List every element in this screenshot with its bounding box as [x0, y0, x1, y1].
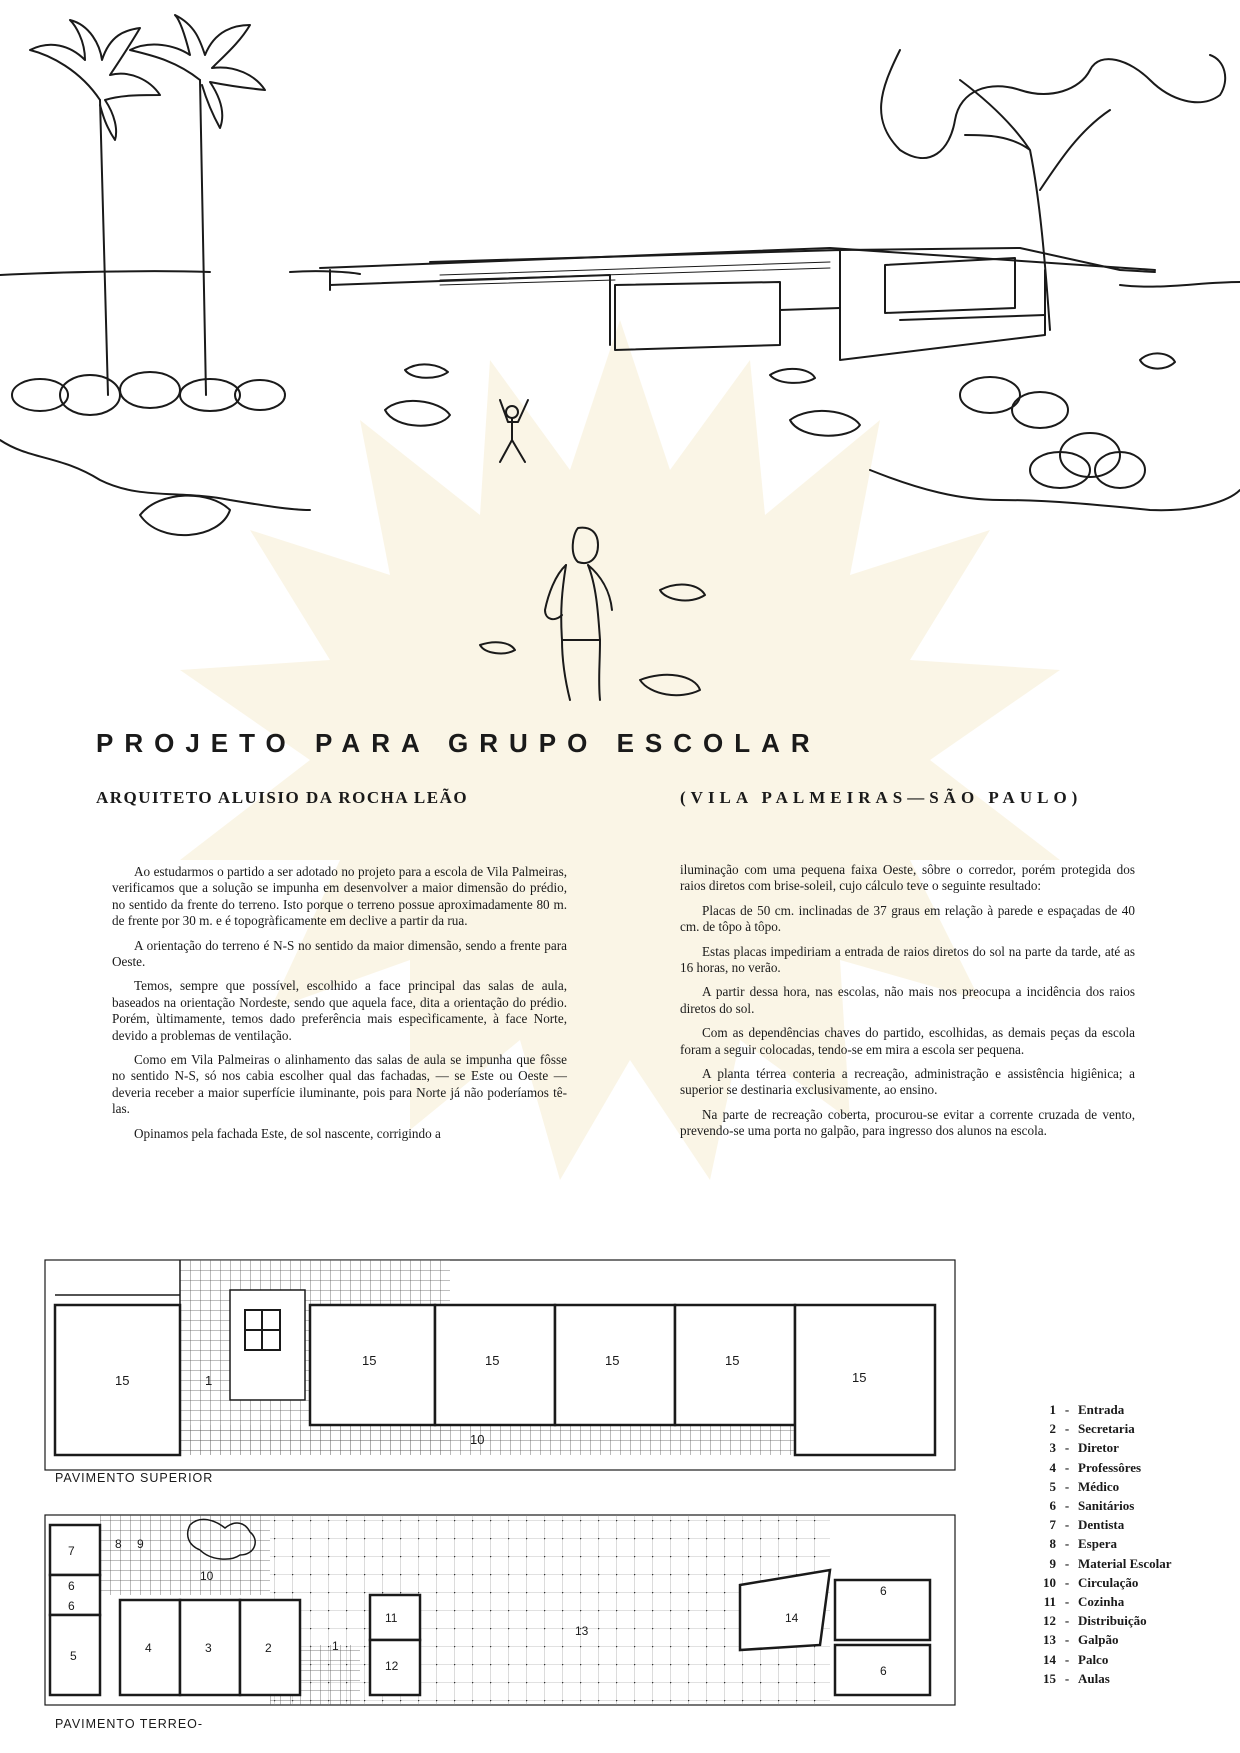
legend-label: Circulação: [1078, 1574, 1139, 1590]
room-label: 8: [115, 1537, 122, 1551]
ground-floor-plan: [45, 1515, 955, 1705]
room-label: 10: [200, 1569, 214, 1583]
paragraph: Estas placas impediriam a entrada de raios diretos do sol na parte da tarde, até as 16 horas, no verão.: [680, 943, 1135, 976]
legend-label: Palco: [1078, 1651, 1109, 1667]
paragraph: Com as dependências chaves do partido, escolhidas, as demais peças da escola foram a seguir colocadas, tendo-se em mira a escola ser pequena.: [680, 1025, 1135, 1057]
room-label: 1: [205, 1373, 213, 1388]
legend-number: 13: [1043, 1632, 1056, 1648]
room-legend: [1030, 1400, 1230, 1688]
room-label: 15: [852, 1370, 867, 1385]
tree-right: [881, 50, 1225, 330]
child-figure-near: [545, 528, 612, 700]
room-label: 15: [725, 1353, 740, 1368]
legend-label: Médico: [1078, 1478, 1120, 1494]
ground-curve-right: [870, 470, 1240, 510]
legend-number: 4: [1049, 1459, 1056, 1475]
paragraph: Opinamos pela fachada Este, de sol nascente, corrigindo a: [134, 1125, 441, 1141]
paragraph: Como em Vila Palmeiras o alinhamento das salas de aula se impunha que fôsse no sentido N-S, só nos cabia escolher qual das fachadas, — se Este ou Oeste — deveria receber a maior superfície iluminante, pois para Norte já não poderíamos tê-las.: [112, 1052, 567, 1117]
legend-number: 2: [1049, 1421, 1056, 1437]
room-label: 11: [385, 1611, 398, 1625]
legend-number: 10: [1043, 1574, 1056, 1590]
room-label: 6: [68, 1579, 75, 1593]
legend-label: Sanitários: [1078, 1498, 1135, 1514]
legend-label: Diretor: [1078, 1440, 1119, 1456]
floor-plans: [40, 1250, 960, 1750]
legend-item: 3 - Diretor: [1030, 1438, 1230, 1457]
room-label: 5: [70, 1649, 77, 1663]
bushes-left: [12, 372, 285, 415]
legend-number: 11: [1043, 1594, 1056, 1610]
paragraph: A planta térrea conteria a recreação, administração e assistência higiênica; a superior se destinaria exclusivamente, ao ensino.: [680, 1066, 1135, 1098]
legend-number: 9: [1049, 1555, 1056, 1571]
legend-number: 8: [1049, 1536, 1056, 1552]
legend-item: 8 - Espera: [1030, 1534, 1230, 1553]
location-subtitle: (VILA PALMEIRAS—SÃO PAULO): [680, 788, 1083, 807]
legend-item: 6 - Sanitários: [1030, 1496, 1230, 1515]
paragraph: Na parte de recreação coberta, procurou-se evitar a corrente cruzada de vento, prevendo-se uma porta no galpão, para ingresso dos alunos na escola.: [680, 1106, 1135, 1139]
room-label: 6: [68, 1599, 75, 1613]
legend-label: Entrada: [1078, 1402, 1125, 1417]
room-label: 7: [68, 1544, 75, 1558]
legend-item: 4 - Professôres: [1030, 1458, 1230, 1477]
paragraph: Placas de 50 cm. inclinadas de 37 graus em relação à parede e espaçadas de 40 cm. de tôpo à tôpo.: [680, 902, 1135, 935]
ground-floor-label: PAVIMENTO TERREO-: [55, 1717, 204, 1731]
paragraph: A partir dessa hora, nas escolas, não mais nos preocupa a incidência dos raios diretos do sol.: [680, 984, 1135, 1016]
legend-number: 7: [1049, 1517, 1056, 1533]
page-title: PROJETO PARA GRUPO ESCOLAR: [96, 728, 821, 758]
legend-label: Distribuição: [1078, 1613, 1147, 1629]
legend-label: Galpão: [1078, 1632, 1119, 1648]
room-label: 13: [575, 1624, 589, 1638]
legend-number: 6: [1049, 1498, 1056, 1514]
room-label: 10: [470, 1432, 485, 1447]
palm-tree-right: [130, 15, 265, 395]
legend-number: 5: [1049, 1478, 1056, 1494]
legend-item: 7 - Dentista: [1030, 1515, 1230, 1534]
upper-floor-label: PAVIMENTO SUPERIOR: [55, 1471, 214, 1485]
room-label: 2: [265, 1641, 272, 1655]
legend-label: Cozinha: [1078, 1594, 1125, 1610]
legend-item: 12 - Distribuição: [1030, 1611, 1230, 1630]
room-label: 12: [385, 1659, 399, 1673]
legend-label: Espera: [1078, 1536, 1117, 1552]
paragraph: A orientação do terreno é N-S no sentido da maior dimensão, sendo a frente para Oeste.: [112, 937, 567, 970]
legend-label: Secretaria: [1078, 1421, 1135, 1437]
room-label: 1: [332, 1639, 339, 1653]
legend-label: Material Escolar: [1078, 1555, 1172, 1571]
legend-label: Aulas: [1078, 1670, 1110, 1686]
legend-item: 14 - Palco: [1030, 1650, 1230, 1669]
legend-item: 13 - Galpão: [1030, 1630, 1230, 1649]
paragraph: iluminação com uma pequena faixa Oeste, sôbre o corredor, porém protegida dos raios diretos com brise-soleil, cujo cálculo teve o seguinte resultado:: [680, 862, 1135, 894]
bushes-right: [960, 377, 1145, 488]
paragraph: Ao estudarmos o partido a ser adotado no projeto para a escola de Vila Palmeiras, verificamos que a solução se impunha em desenvolver a maior dimensão do prédio, no sentido da frente do terreno. Isto porque o terreno possue aproximadamente 80 m. de frente por 30 m. e é topogràficamente em declive a partir da rua.: [112, 864, 567, 929]
room-label: 15: [115, 1373, 130, 1388]
room-label: 15: [362, 1353, 377, 1368]
rocks: [140, 353, 1175, 695]
palm-tree-left: [30, 20, 160, 395]
room-label: 14: [785, 1611, 799, 1625]
legend-number: 12: [1043, 1613, 1056, 1629]
ground-curve-left: [0, 440, 310, 510]
architect-credit: ARQUITETO ALUISIO DA ROCHA LEÃO: [96, 788, 469, 807]
legend-item: 15 - Aulas: [1030, 1669, 1230, 1688]
paragraph: Temos, sempre que possível, escolhido a face principal das salas de aula, baseados na orientação Nordeste, sendo que aquela face, dita a orientação do prédio. Porém, ùltimamente, temos dado preferência mais especìficamente, à face Norte, devido a problemas de ventilação.: [112, 978, 567, 1043]
room-label: 15: [605, 1353, 620, 1368]
school-building: [320, 248, 1155, 360]
legend-item: 9 - Material Escolar: [1030, 1554, 1230, 1573]
legend-number: 14: [1043, 1651, 1056, 1667]
article-column-left: [112, 864, 567, 1150]
legend-item: 1 - Entrada: [1030, 1400, 1230, 1419]
legend-item: 2 - Secretaria: [1030, 1419, 1230, 1438]
legend-label: Professôres: [1078, 1459, 1142, 1475]
room-label: 3: [205, 1641, 212, 1655]
legend-item: 5 - Médico: [1030, 1477, 1230, 1496]
perspective-sketch: [0, 0, 1240, 720]
room-label: 6: [880, 1584, 887, 1598]
room-label: 15: [485, 1353, 500, 1368]
legend-item: 10 - Circulação: [1030, 1573, 1230, 1592]
legend-number: 15: [1043, 1670, 1056, 1686]
legend-label: Dentista: [1078, 1517, 1125, 1533]
room-label: 9: [137, 1537, 144, 1551]
legend-item: 11 - Cozinha: [1030, 1592, 1230, 1611]
upper-floor-plan: [45, 1260, 955, 1470]
legend-number: 3: [1049, 1440, 1056, 1456]
legend-number: 1: [1049, 1402, 1056, 1417]
article-column-right: [680, 862, 1135, 1148]
child-figure-far: [500, 400, 528, 462]
room-label: 6: [880, 1664, 887, 1678]
room-label: 4: [145, 1641, 152, 1655]
